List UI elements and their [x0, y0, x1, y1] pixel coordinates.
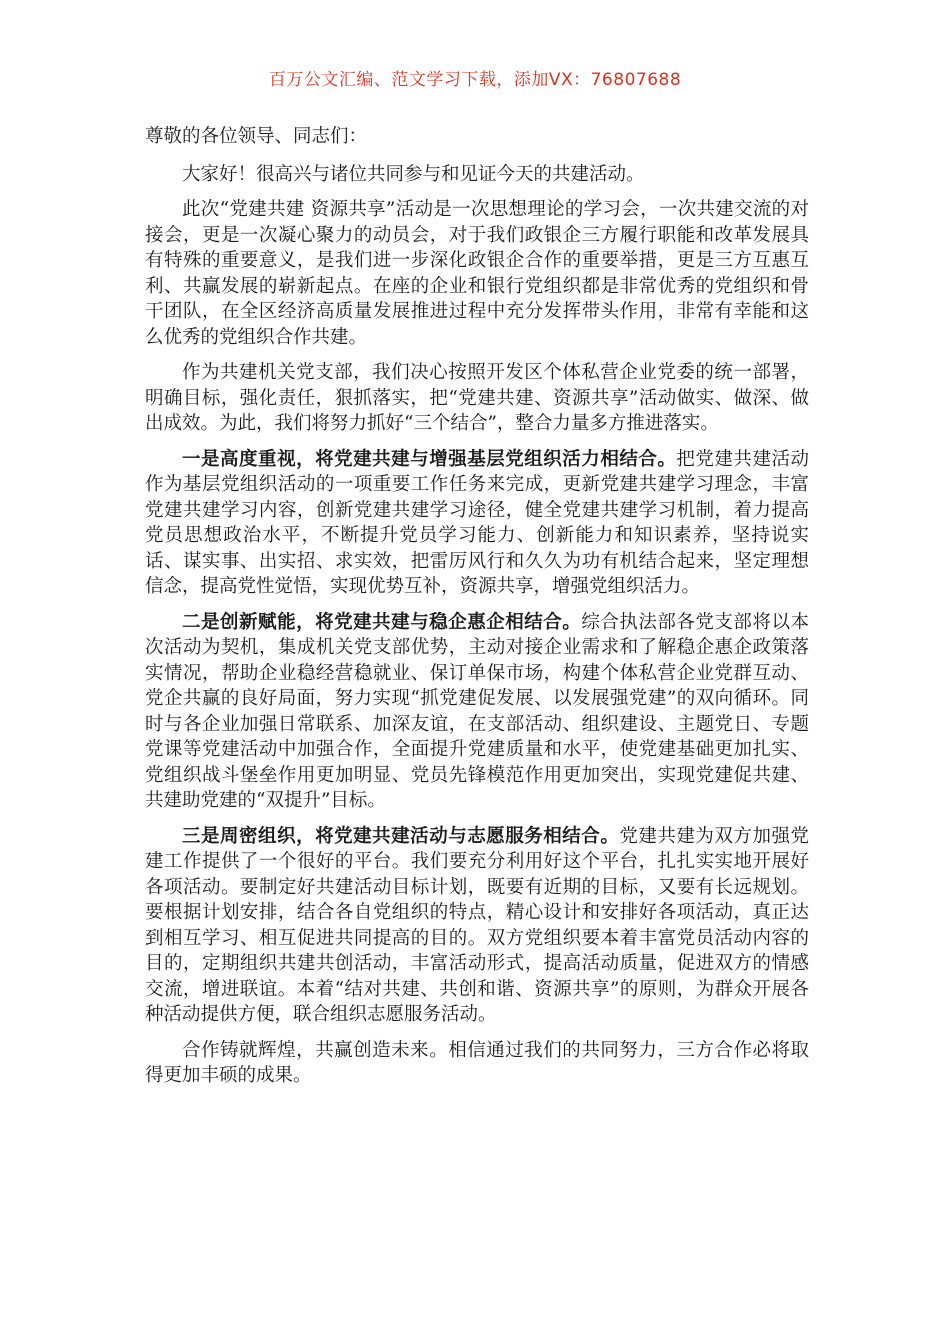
paragraph-point-three — [145, 824, 809, 1028]
salutation: 尊敬的各位领导、同志们： — [145, 126, 368, 147]
paragraph-text: 把党建共建活动作为基层党组织活动的一项重要工作任务来完成，更新党建共建学习理念，丰富党建共建学习内容，创新党建共建学习途径，健全党建共建学习机制，着力提高党员思想政治水平，不断提升党员学习能力、创新能力和知识素养，坚持说实话、谋实事、出实招、求实效，把雷厉风行和久久为功有机结合起来，坚定理想信念，提高党性觉悟，实现优势互补，资源共享，增强党组织活力。 — [145, 448, 809, 597]
paragraph-lead: 二是创新赋能，将党建共建与稳企惠企相结合。 — [182, 611, 582, 633]
paragraph-text: 合作铸就辉煌，共赢创造未来。相信通过我们的共同努力，三方合作必将取得更加丰硕的成果。 — [145, 1039, 809, 1086]
paragraph-closing — [145, 1038, 809, 1089]
watermark-banner: 百万公文汇编、范文学习下载，添加VX：76807688 — [268, 70, 682, 90]
paragraph-text: 党建共建为双方加强党建工作提供了一个很好的平台。我们要充分利用好这个平台，扎扎实实地开展好各项活动。要制定好共建活动目标计划，既要有近期的目标，又要有长远规划。要根据计划安排，结合各自党组织的特点，精心设计和安排好各项活动，真正达到相互学习、相互促进共同提高的目的。双方党组织要本着丰富党员活动内容的目的，定期组织共建共创活动，丰富活动形式，提高活动质量，促进双方的情感交流，增进联谊。本着“结对共建、共创和谐、资源共享”的原则，为群众开展各种活动提供方便，联合组织志愿服务活动。 — [145, 825, 809, 1025]
paragraph-commitment — [145, 360, 809, 437]
paragraph-text: 大家好！很高兴与诸位共同参与和见证今天的共建活动。 — [182, 163, 645, 185]
paragraph-introduction — [145, 197, 809, 350]
paragraph-text: 作为共建机关党支部，我们决心按照开发区个体私营企业党委的统一部署，明确目标，强化责任，狠抓落实，把“党建共建、资源共享”活动做实、做深、做出成效。为此，我们将努力抓好“三个结合”，整合力量多方推进落实。 — [145, 362, 809, 434]
paragraph-lead: 三是周密组织，将党建共建活动与志愿服务相结合。 — [182, 825, 620, 847]
paragraph-greeting — [145, 162, 809, 188]
paragraph-text: 综合执法部各党支部将以本次活动为契机，集成机关党支部优势，主动对接企业需求和了解稳企惠企政策落实情况，帮助企业稳经营稳就业、保订单保市场，构建个体私营企业党群互动、党企共赢的良好局面，努力实现“抓党建促发展、以发展强党建”的双向循环。同时与各企业加强日常联系、加深友谊，在支部活动、组织建设、主题党日、专题党课等党建活动中加强合作，全面提升党建质量和水平，使党建基础更加扎实、党组织战斗堡垒作用更加明显、党员先锋模范作用更加突出，实现党建促共建、共建助党建的“双提升”目标。 — [145, 611, 809, 811]
paragraph-text: 此次“党建共建 资源共享”活动是一次思想理论的学习会，一次共建交流的对接会，更是一次凝心聚力的动员会，对于我们政银企三方履行职能和改革发展具有特殊的重要意义，是我们进一步深化政银企合作的重要举措，更是三方互惠互利、共赢发展的崭新起点。在座的企业和银行党组织都是非常优秀的党组织和骨干团队，在全区经济高质量发展推进过程中充分发挥带头作用，非常有幸能和这么优秀的党组织合作共建。 — [145, 199, 809, 348]
paragraph-point-two — [145, 610, 809, 814]
document-body — [145, 124, 809, 1099]
paragraph-point-one — [145, 447, 809, 600]
paragraph-lead: 一是高度重视，将党建共建与增强基层党组织活力相结合。 — [182, 448, 677, 470]
